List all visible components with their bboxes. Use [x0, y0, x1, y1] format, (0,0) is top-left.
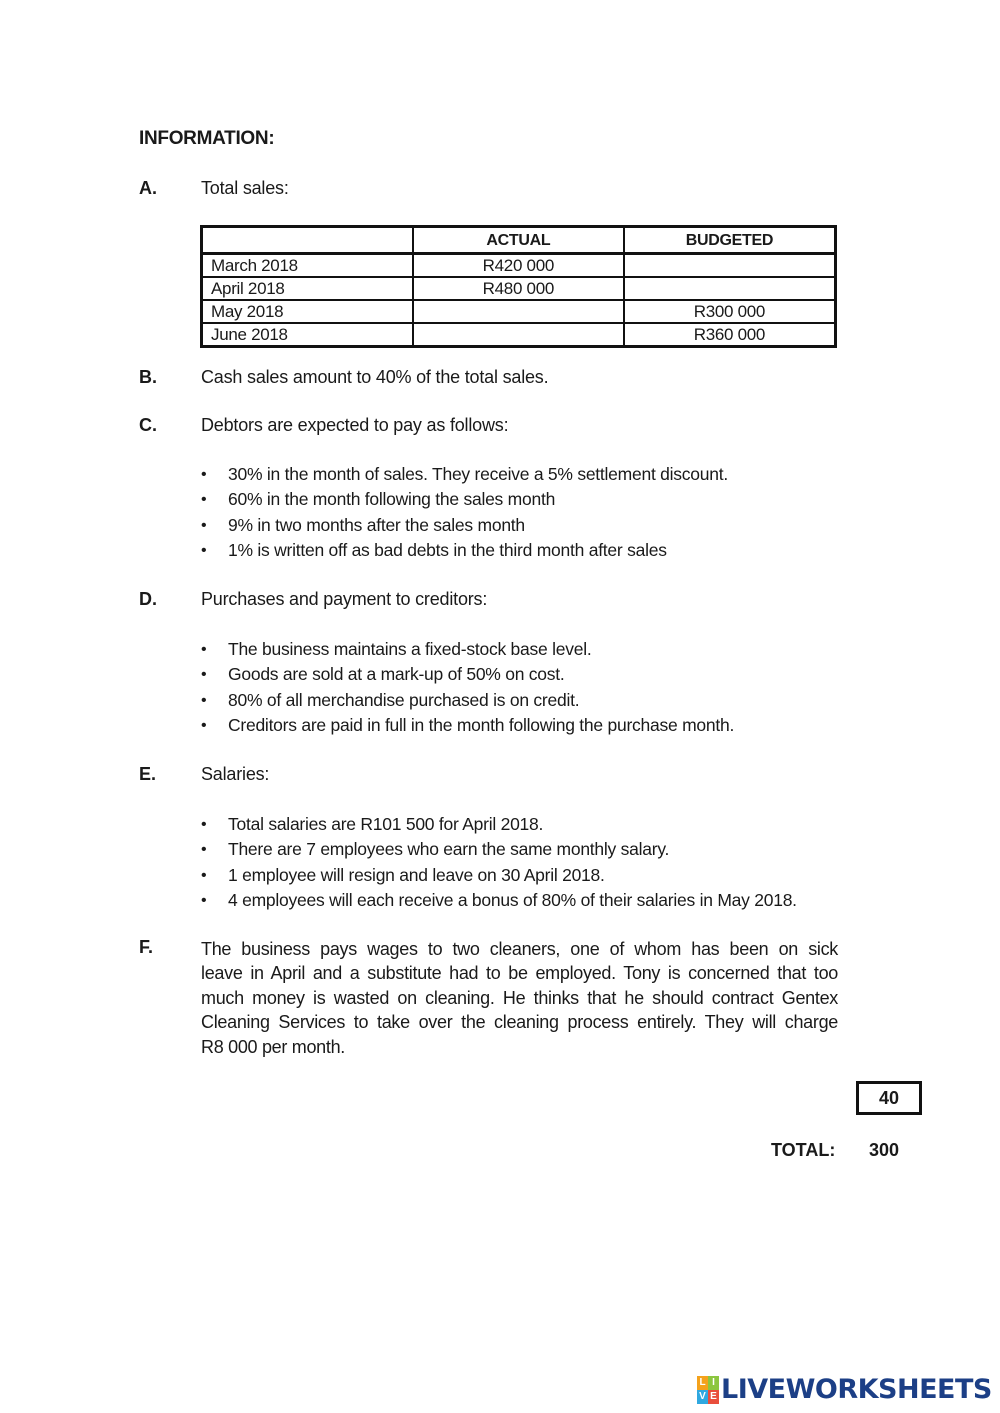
total-label: TOTAL: [771, 1140, 836, 1160]
table-cell-actual: R480 000 [413, 277, 624, 300]
section-c-letter: C. [139, 415, 157, 435]
section-b-text: Cash sales amount to 40% of the total sales. [201, 367, 549, 387]
list-item: • There are 7 employees who earn the same monthly salary. [201, 837, 797, 862]
section-c-bullet-list [201, 462, 728, 563]
liveworksheets-brand [697, 1374, 992, 1405]
list-item: • 80% of all merchandise purchased is on credit. [201, 688, 734, 713]
logo-tile: V [697, 1390, 708, 1404]
table-cell-actual [413, 300, 624, 323]
list-item: • Creditors are paid in full in the month following the purchase month. [201, 713, 734, 738]
logo-tile: L [697, 1376, 708, 1390]
section-a-title: Total sales: [201, 178, 289, 198]
list-item: • 1 employee will resign and leave on 30 April 2018. [201, 863, 797, 888]
paragraph-line: The business pays wages to two cleaners, one of whom has been on sick [201, 939, 838, 959]
paragraph-line: Cleaning Services to take over the cleaning process entirely. They will charge [201, 1012, 838, 1033]
section-d-bullet-list [201, 637, 734, 738]
list-item: • Goods are sold at a mark-up of 50% on cost. [201, 662, 734, 687]
list-item: • 60% in the month following the sales month [201, 487, 728, 512]
liveworksheets-logo-icon [697, 1376, 719, 1404]
marks-box: 40 [856, 1081, 922, 1115]
list-item: • Total salaries are R101 500 for April 2018. [201, 812, 797, 837]
table-row [202, 277, 836, 300]
section-b-letter: B. [139, 367, 157, 387]
total-value: 300 [869, 1140, 900, 1160]
paragraph-line: R8 000 per month. [201, 1036, 345, 1057]
logo-tile: I [708, 1376, 719, 1390]
paragraph-line: leave in April and a substitute had to be employed. Tony is concerned that too [201, 963, 838, 984]
section-f-letter: F. [139, 937, 154, 957]
section-d-title: Purchases and payment to creditors: [201, 589, 488, 609]
table-row [202, 323, 836, 347]
table-cell-budgeted: R300 000 [624, 300, 836, 323]
table-header-budgeted: BUDGETED [624, 227, 836, 254]
sales-table [200, 225, 837, 348]
sales-table-header [202, 227, 836, 254]
table-cell-month: May 2018 [202, 300, 413, 323]
section-e-bullet-list [201, 812, 797, 913]
table-cell-month: April 2018 [202, 277, 413, 300]
logo-tile: E [708, 1390, 719, 1404]
table-cell-budgeted [624, 254, 836, 278]
brand-name: LIVEWORKSHEETS [721, 1374, 992, 1405]
list-item: • 9% in two months after the sales month [201, 513, 728, 538]
table-cell-actual [413, 323, 624, 347]
list-item: • 30% in the month of sales. They receive a 5% settlement discount. [201, 462, 728, 487]
table-cell-month: March 2018 [202, 254, 413, 278]
list-item: • 4 employees will each receive a bonus of 80% of their salaries in May 2018. [201, 888, 797, 913]
section-f-paragraph [201, 937, 838, 1059]
section-e-title: Salaries: [201, 764, 270, 784]
section-c-title: Debtors are expected to pay as follows: [201, 415, 509, 435]
table-header-cell [202, 227, 413, 254]
section-d-letter: D. [139, 589, 157, 609]
paragraph-line: much money is wasted on cleaning. He thinks that he should contract Gentex [201, 987, 838, 1008]
section-a-letter: A. [139, 178, 157, 198]
table-cell-budgeted: R360 000 [624, 323, 836, 347]
table-header-actual: ACTUAL [413, 227, 624, 254]
table-row [202, 254, 836, 278]
list-item: • 1% is written off as bad debts in the third month after sales [201, 538, 728, 563]
table-cell-budgeted [624, 277, 836, 300]
section-e-letter: E. [139, 764, 157, 784]
table-cell-actual: R420 000 [413, 254, 624, 278]
list-item: • The business maintains a fixed-stock base level. [201, 637, 734, 662]
table-cell-month: June 2018 [202, 323, 413, 347]
page-heading: INFORMATION: [139, 128, 275, 149]
table-row [202, 300, 836, 323]
